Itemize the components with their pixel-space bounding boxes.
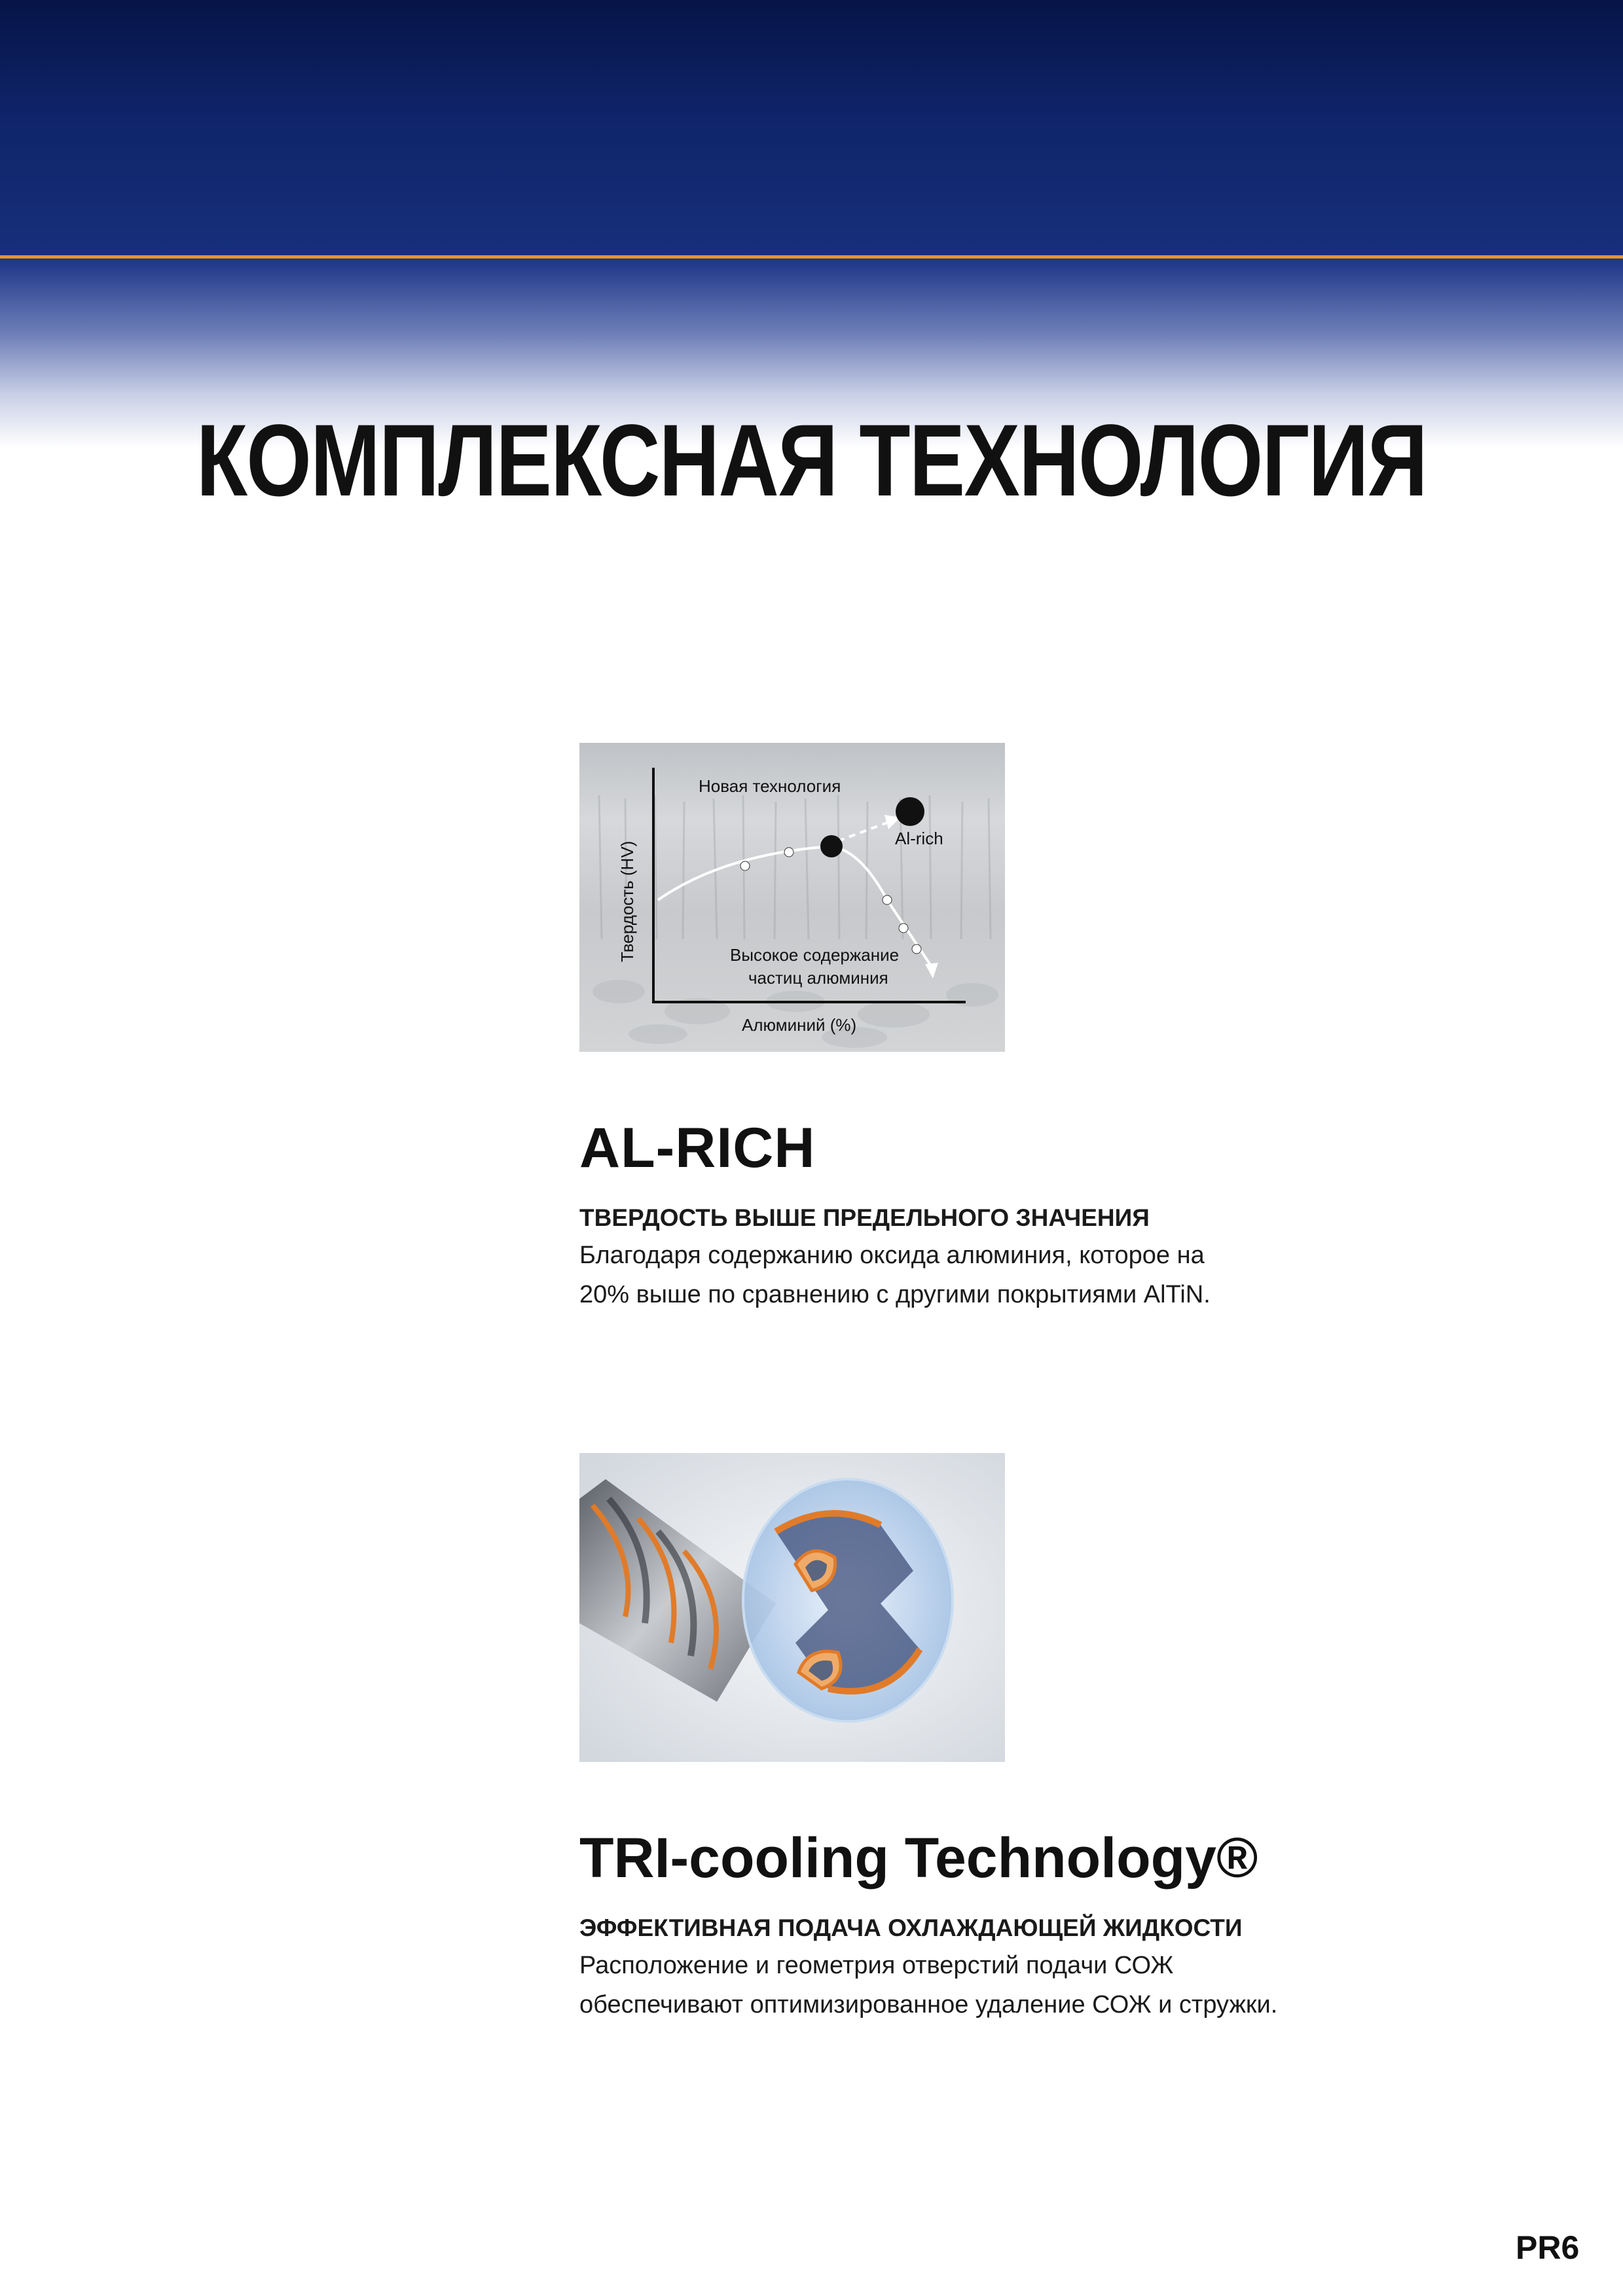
al-rich-point bbox=[896, 797, 924, 826]
drill-coolant-illustration bbox=[579, 1453, 1005, 1762]
curve-point bbox=[912, 944, 921, 954]
curve-point bbox=[899, 924, 908, 933]
al-rich-label: Al-rich bbox=[895, 829, 943, 848]
page-number: PR6 bbox=[1516, 2229, 1580, 2266]
high-content-label-2: частиц алюминия bbox=[748, 968, 888, 988]
alrich-hardness-figure bbox=[579, 743, 1005, 1052]
alrich-subtitle: ТВЕРДОСТЬ ВЫШЕ ПРЕДЕЛЬНОГО ЗНАЧЕНИЯ bbox=[579, 1204, 1150, 1231]
tricool-subtitle: ЭФФЕКТИВНАЯ ПОДАЧА ОХЛАЖДАЮЩЕЙ ЖИДКОСТИ bbox=[579, 1914, 1243, 1941]
alrich-title: AL-RICH bbox=[579, 1117, 816, 1179]
curve-point bbox=[740, 861, 750, 870]
alrich-body-line: Благодаря содержанию оксида алюминия, которое на bbox=[579, 1242, 1205, 1269]
curve-point bbox=[784, 848, 793, 857]
header-band bbox=[0, 0, 1623, 259]
new-tech-label: Новая технология bbox=[699, 776, 841, 796]
tricool-body-line: обеспечивают оптимизированное удаление СОЖ и стружки. bbox=[579, 1991, 1278, 2018]
current-point bbox=[820, 835, 843, 857]
curve-point bbox=[883, 895, 892, 905]
tricool-title: TRI-cooling Technology® bbox=[579, 1827, 1258, 1890]
alrich-body-line: 20% выше по сравнению с другими покрытиями AlTiN. bbox=[579, 1281, 1211, 1308]
y-axis-label: Твердость (HV) bbox=[617, 840, 637, 962]
x-axis-label: Алюминий (%) bbox=[742, 1015, 857, 1035]
tricool-body-line: Расположение и геометрия отверстий подачи СОЖ bbox=[579, 1952, 1174, 1979]
high-content-label-1: Высокое содержание bbox=[730, 945, 900, 965]
page-title: КОМПЛЕКСНАЯ ТЕХНОЛОГИЯ bbox=[196, 404, 1427, 518]
